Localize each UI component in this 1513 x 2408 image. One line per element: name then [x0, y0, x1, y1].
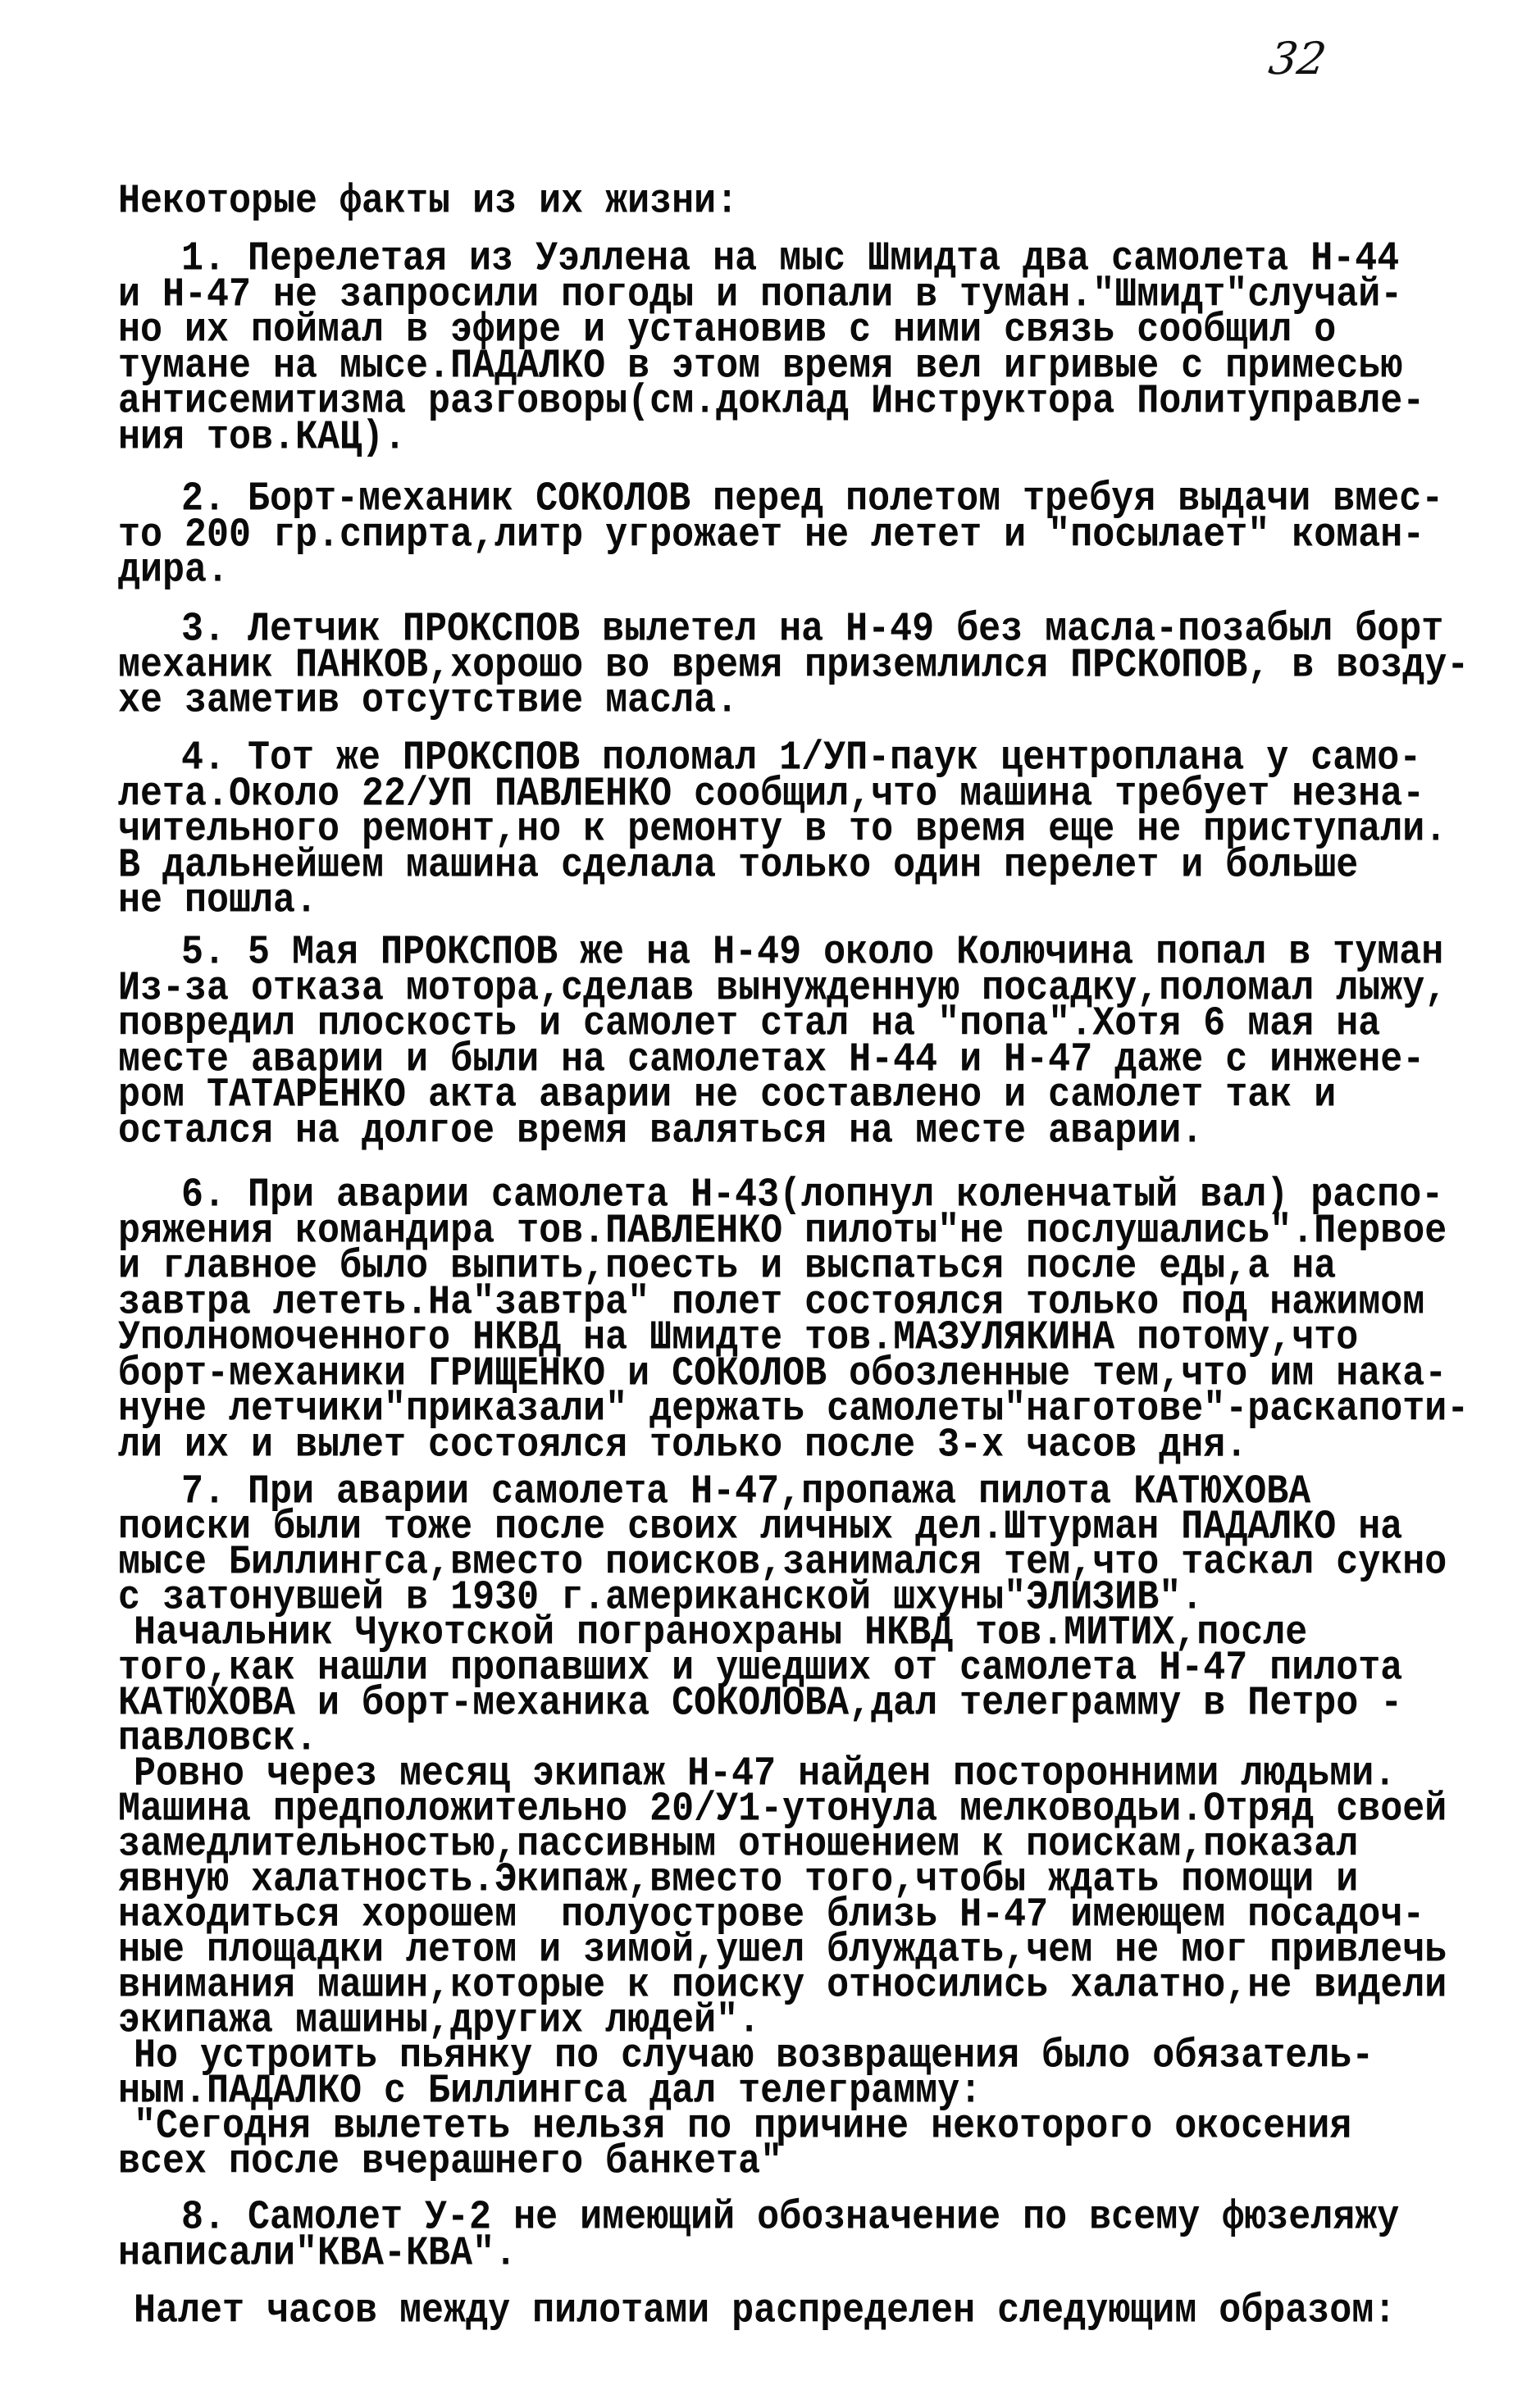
text-line: 1. Перелетая из Уэллена на мыс Шмидта два самолета Н-44	[181, 234, 1400, 283]
text-line: ным.ПАДАЛКО с Биллингса дал телеграмму:	[118, 2067, 982, 2115]
paragraph-2	[118, 475, 1504, 594]
text-line: находиться хорошем полуострове близь Н-47 имеющем посадоч-	[118, 1891, 1425, 1939]
text-line: замедлительностью,пассивным отношением к поискам,показал	[118, 1820, 1359, 1869]
text-line: павловск.	[118, 1714, 318, 1763]
text-line: ром ТАТАРЕНКО акта аварии не составлено и самолет так и	[118, 1071, 1337, 1119]
text-line: и Н-47 не запросили погоды и попали в туман."Шмидт"случай-	[118, 271, 1403, 318]
heading-line: Некоторые факты из их жизни:	[118, 177, 739, 225]
text-line: 4. Тот же ПРОКСПОВ поломал 1/УП-паук центроплана у само-	[181, 734, 1422, 782]
text-line: с затонувшей в 1930 г.американской шхуны"ЭЛИЗИВ".	[118, 1573, 1204, 1622]
text-line: борт-механики ГРИЩЕНКО и СОКОЛОВ обозленные тем,что им нака-	[118, 1350, 1447, 1397]
text-line: Машина предположительно 20/У1-утонула мелководьи.Отряд своей	[118, 1785, 1447, 1833]
text-line: написали"КВА-КВА".	[118, 2229, 517, 2277]
text-line: Налет часов между пилотами распределен следующим образом:	[134, 2287, 1397, 2335]
text-line: ния тов.КАЦ).	[118, 413, 407, 461]
text-line: Из-за отказа мотора,сделав вынужденную посадку,поломал лыжу,	[118, 964, 1447, 1012]
text-line: но их поймал в эфире и установив с ними связь сообщил о	[118, 306, 1337, 354]
text-line: ряжения командира тов.ПАВЛЕНКО пилоты"не послушались".Первое	[118, 1207, 1447, 1254]
text-line: КАТЮХОВА и борт-механика СОКОЛОВА,дал телеграмму в Петро -	[118, 1679, 1403, 1727]
text-line: В дальнейшем машина сделала только один перелет и больше	[118, 841, 1359, 889]
paragraph-3	[118, 605, 1504, 725]
paragraph-9	[118, 2287, 1504, 2335]
text-line: 6. При аварии самолета Н-43(лопнул коленчатый вал) распо-	[181, 1171, 1444, 1219]
text-line: не пошла.	[118, 876, 318, 925]
text-line: чительного ремонт,но к ремонту в то время еще не приступали.	[118, 805, 1447, 853]
paragraph-5	[118, 928, 1504, 1154]
paragraph-4	[118, 734, 1504, 925]
text-line: 3. Летчик ПРОКСПОВ вылетел на Н-49 без масла-позабыл борт	[181, 605, 1444, 653]
text-line: явную халатность.Экипаж,вместо того,чтобы ждать помощи и	[118, 1855, 1359, 1904]
text-line: 8. Самолет У-2 не имеющий обозначение по всему фюзеляжу	[181, 2193, 1400, 2242]
text-line: тумане на мысе.ПАДАЛКО в этом время вел игривые с примесью	[118, 342, 1403, 389]
text-line: мысе Биллингса,вместо поисков,занимался тем,что таскал сукно	[118, 1538, 1447, 1586]
text-line: 2. Борт-механик СОКОЛОВ перед полетом требуя выдачи вмес-	[181, 475, 1444, 523]
text-line: 7. При аварии самолета Н-47,пропажа пилота КАТЮХОВА	[181, 1468, 1311, 1516]
text-line: повредил плоскость и самолет стал на "попа".Хотя 6 мая на	[118, 999, 1381, 1048]
text-line: остался на долгое время валяться на месте аварии.	[118, 1107, 1204, 1154]
paragraph-6	[118, 1171, 1504, 1468]
text-line: хе заметив отсутствие масла.	[118, 676, 739, 725]
text-line: ные площадки летом и зимой,ушел блуждать,чем не мог привлечь	[118, 1926, 1447, 1974]
text-line: Начальник Чукотской погранохраны НКВД тов.МИТИХ,после	[134, 1609, 1308, 1657]
text-line: механик ПАНКОВ,хорошо во время приземлился ПРСКОПОВ, в возду-	[118, 641, 1470, 689]
text-line: дира.	[118, 546, 230, 594]
text-line: ли их и вылет состоялся только после 3-х часов дня.	[118, 1421, 1248, 1468]
text-line: завтра лететь.На"завтра" полет состоялся только под нажимом	[118, 1278, 1425, 1326]
text-line: 5. 5 Мая ПРОКСПОВ же на Н-49 около Колючина попал в туман	[181, 928, 1444, 976]
text-line: антисемитизма разговоры(см.доклад Инструктора Политуправле-	[118, 377, 1425, 426]
text-line: Уполномоченного НКВД на Шмидте тов.МАЗУЛЯКИНА потому,что	[118, 1313, 1359, 1362]
text-line: нуне летчики"приказали" держать самолеты"наготове"-раскапоти-	[118, 1385, 1470, 1433]
text-line: Ровно через месяц экипаж Н-47 найден посторонними людьми.	[134, 1750, 1397, 1798]
text-line: экипажа машины,других людей".	[118, 1996, 761, 2045]
paragraph-8	[118, 2193, 1504, 2277]
paragraph-7	[118, 1468, 1504, 2186]
text-line: месте аварии и были на самолетах Н-44 и Н-47 даже с инжене-	[118, 1036, 1425, 1083]
text-line: и главное было выпить,поесть и выспаться после еды,а на	[118, 1242, 1337, 1290]
text-line: то 200 гр.спирта,литр угрожает не летет и "посылает" коман-	[118, 511, 1425, 558]
text-line: поиски были тоже после своих личных дел.Штурман ПАДАЛКО на	[118, 1503, 1403, 1551]
text-line: "Сегодня вылететь нельзя по причине некоторого окосения	[134, 2102, 1352, 2151]
document-heading	[118, 177, 1504, 225]
text-line: Но устроить пьянку по случаю возвращения было обязатель-	[134, 2032, 1374, 2080]
text-line: внимания машин,которые к поиску относились халатно,не видели	[118, 1961, 1447, 2010]
paragraph-1	[118, 234, 1504, 461]
page-number: 32	[1265, 33, 1330, 84]
text-line: всех после вчерашнего банкета"	[118, 2137, 783, 2186]
text-line: того,как нашли пропавших и ушедших от самолета Н-47 пилота	[118, 1644, 1403, 1692]
text-line: лета.Около 22/УП ПАВЛЕНКО сообщил,что машина требует незна-	[118, 770, 1425, 817]
